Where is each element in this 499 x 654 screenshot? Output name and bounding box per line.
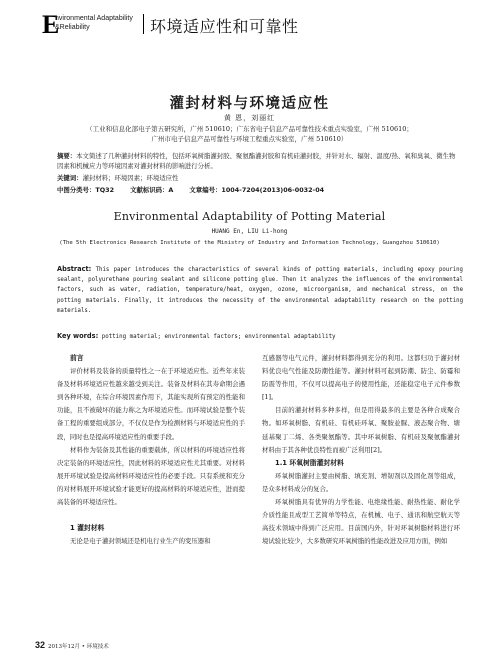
article-title-en: Environmental Adaptability of Potting Material (113, 210, 386, 223)
abstract-en (57, 264, 463, 316)
keywords-label-en: Key words: (57, 332, 99, 340)
authors-cn: 黄 恩，刘丽红 (223, 114, 276, 122)
paragraph: 评价材料及装备的质量特性之一在于环境适应性。近些年来装备及材料环境适应性越来越受到关注。装备及材料在其寿命期会遇到各种环境，在综合环境因素作用下，其能实现所有预定的性能和功能，且不被破坏的能力称之为环境适应性。而环境试验是整个装备工程的重要组成部分，不仅仅是作为检测材料与环境适应性的手段，同时也是提高环境适应性的重要手段。 (57, 367, 245, 441)
keywords-text-cn: 灌封材料；环境因素；环境适应性 (82, 174, 179, 182)
affiliation-en: (The 5th Electronics Research Institute of the Ministry of Industry and Information Technology, Guangzhou 510610) (59, 240, 440, 246)
logo-line-1: nvironmental Adaptability (55, 15, 133, 22)
logo-letter: E (42, 10, 60, 39)
paragraph: 目前的灌封材料多种多样，但是用得最多的主要是各种合成聚合物。如环氧树脂、有机硅、有机硅环氧、聚胺並脲、液态聚合物、塘延基聚丁二烯、各类聚氨酯等。其中环氧树脂、有机硅及聚氨酯灌封材料由于其各种优良特性而被广泛利用[2]。 (262, 406, 460, 454)
keywords-en (57, 332, 463, 340)
body-column-right (262, 352, 460, 548)
keywords-text-en: potting material; environmental factors; environmental adaptability (101, 334, 336, 340)
article-title-cn: 灌封材料与环境适应性 (169, 95, 330, 112)
section-heading-1-1: 1.1 环氧树脂灌封材料 (275, 458, 344, 467)
page-footer (35, 633, 109, 652)
section-heading-1: 1 灌封材料 (70, 524, 105, 533)
clc-number: 中图分类号：TQ32 (57, 186, 115, 194)
paragraph: 环氧树脂具有优异的力学性能、电绝缘性能、耐热性能、耐化学介质性能且成型工艺简单等特点，在机械、电子、通讯和航空航天等高技术领域中得到广泛应用。目前国内外，针对环氧树脂材料进行环境试验比较少，大多数研究环氧树脂的性能改进及应用方面，例如 (262, 498, 460, 546)
header-divider (143, 14, 144, 34)
keywords-label-cn: 关键词： (57, 174, 83, 182)
document-code: 文献标识码：A (130, 186, 174, 194)
page-number: 32 (35, 640, 46, 650)
logo-line-2: &Reliability (55, 24, 90, 31)
abstract-label-cn: 摘要： (57, 152, 77, 160)
body-column-left (57, 352, 245, 548)
keywords-cn (57, 173, 461, 182)
footer-text: 2013年12月 • 环境技术 (48, 644, 109, 650)
section-heading-preface: 前言 (70, 354, 84, 362)
affiliation-cn-line-1: （工业和信息化部电子第五研究所，广州 510610；广东省电子信息产品可靠性技术重点实验室，广州 510610； (86, 125, 413, 133)
abstract-text-cn: 本文简述了几种灌封材料的特性，包括环氧树脂灌封胶、聚氨酯灌封胶和有机硅灌封胶，并针对水、辐射、温度/热、氧和臭氧、微生物因素和机械应力等环境因素对灌封材料的影响进行分析。 (57, 152, 456, 170)
paragraph: 环氧树脂灌封主要由树脂、填充剂、增韧剂以及固化剂等组成，是众多材料成分的复合。 (262, 471, 460, 493)
journal-title: 环境适应性和可靠性 (150, 17, 299, 36)
paragraph: 无论是电子灌封领域还是机电行业生产的变压器和 (70, 537, 211, 546)
article-number: 文章编号：1004-7204(2013)06-0032-04 (189, 186, 325, 194)
abstract-label-en: Abstract: (57, 265, 92, 273)
abstract-cn (57, 151, 461, 171)
paragraph: 互感器等电气元件，灌封材料都得到充分的利用。这都归功于灌封材料优良电气性能及防潮性能等。灌封材料可起到防潮、防尘、防霉和防震等作用，不仅可以提高电子的使用性能，还能稳定电子元件参数[1]。 (262, 354, 460, 402)
affiliation-cn-line-2: 广州市电子信息产品可靠性与环境工程重点实验室，广州 510610） (151, 135, 348, 143)
abstract-text-en: This paper introduces the characteristics of several kinds of potting materials, including epoxy pouring sealant, polyurethane pouring sealant and silicone potting glue. Then it analyzes the influences of the environmental factors, such as water, radiation, temperature/heat, oxygen, ozone, microorganism, and mechanical stress, on the potting materials. Finally, it introduces the necessity of the environmental adaptability research on the potting materials. (57, 267, 463, 314)
paragraph: 材料作为装备及其性能的重要载体，所以材料的环境适应性将决定装备的环境适应性，因此材料的环境适应性尤其重要。对材料展开环境试验是提高材料环境适应性的必要手段。只有系统和充分的对材料展开环境试验才能更好的提高材料的环境适应性，进而提高装备的环境适应性。 (57, 445, 245, 507)
spacer (57, 509, 245, 522)
authors-en: HUANG En, LIU Li-hong (211, 228, 288, 235)
classification-info (57, 185, 338, 194)
